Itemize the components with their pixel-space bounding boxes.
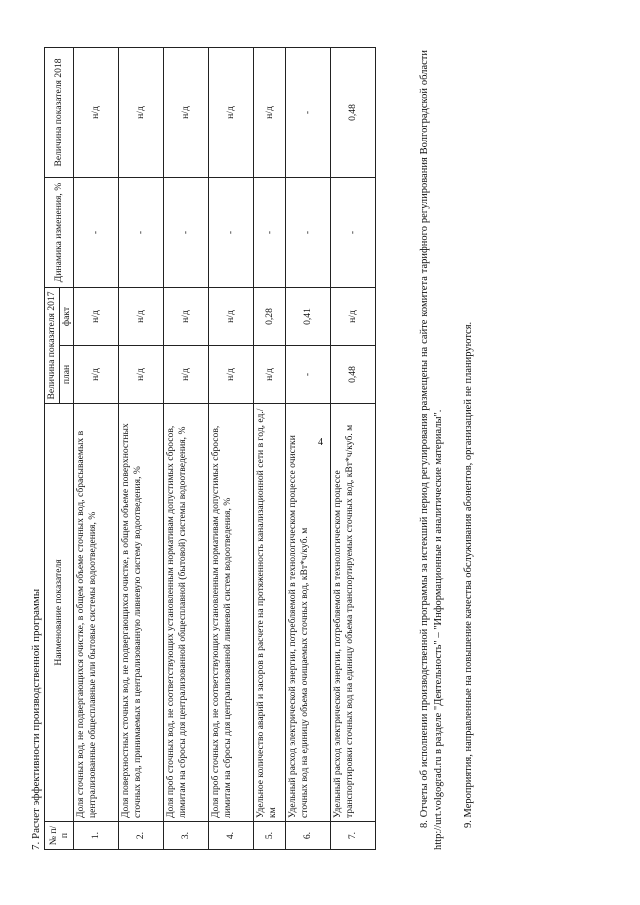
row-plan: н/д: [209, 346, 254, 404]
row-name: Доля поверхностных сточных вод, не подвергающихся очистке, в общем объеме поверхностных сточных вод, принимаемых в централизованную ливневую систему водоотведения, %: [119, 404, 164, 822]
rotated-page-content: [30, 48, 550, 858]
table-row: [286, 47, 331, 849]
row-fact: 0,41: [286, 287, 331, 345]
row-value-2018: н/д: [209, 47, 254, 177]
row-name: Доля сточных вод, не подвергающихся очистке, в общем объеме сточных вод, сбрасываемых в централизованные общесплавные или бытовые системы водоотведения, %: [74, 404, 119, 822]
row-fact: н/д: [74, 287, 119, 345]
row-dynamics: -: [286, 177, 331, 287]
row-name: Удельный расход электрической энергии, потребляемой в технологическом процессе транспортировки сточных вод на единицу объема транспортируемых сточных вод, кВт*ч/куб. м: [331, 404, 376, 822]
section-title: 7. Расчет эффективности производственной программы: [30, 588, 42, 850]
row-value-2018: н/д: [119, 47, 164, 177]
header-plan: план: [59, 346, 74, 404]
header-num: № п/п: [45, 822, 74, 850]
row-num: 4.: [209, 822, 254, 850]
row-plan: н/д: [164, 346, 209, 404]
row-num: 1.: [74, 822, 119, 850]
row-fact: н/д: [209, 287, 254, 345]
row-fact: н/д: [331, 287, 376, 345]
table-row: [119, 47, 164, 849]
table-row: [331, 47, 376, 849]
header-value-2017: Величина показателя 2017: [45, 287, 60, 403]
row-num: 5.: [254, 822, 286, 850]
row-value-2018: 0,48: [331, 47, 376, 177]
header-fact: факт: [59, 287, 74, 345]
row-plan: н/д: [119, 346, 164, 404]
table-row: [74, 47, 119, 849]
table-row: [209, 47, 254, 849]
row-value-2018: н/д: [74, 47, 119, 177]
table-row: [254, 47, 286, 849]
row-value-2018: н/д: [254, 47, 286, 177]
row-name: Доля проб сточных вод, не соответствующих установленным нормативам допустимых сбросов, лимитам на сбросы для централизованной общесплавной (бытовой) системы водоотведения, %: [164, 404, 209, 822]
row-fact: н/д: [164, 287, 209, 345]
row-dynamics: -: [164, 177, 209, 287]
row-fact: н/д: [119, 287, 164, 345]
row-fact: 0,28: [254, 287, 286, 345]
table-row: [164, 47, 209, 849]
row-dynamics: -: [331, 177, 376, 287]
header-dynamics: Динамика изменения, %: [45, 177, 74, 287]
row-value-2018: н/д: [164, 47, 209, 177]
header-name: Наименование показателя: [45, 404, 74, 822]
row-num: 6.: [286, 822, 331, 850]
row-num: 7.: [331, 822, 376, 850]
row-name: Удельный расход электрической энергии, потребляемой в технологическом процессе очистки сточных вод на единицу объема очищаемых сточных вод, кВт*ч/куб. м: [286, 404, 331, 822]
row-plan: 0,48: [331, 346, 376, 404]
efficiency-table: [44, 47, 376, 850]
row-plan: н/д: [254, 346, 286, 404]
table-header-row: [45, 47, 60, 849]
header-value-2018: Величина показателя 2018: [45, 47, 74, 177]
row-name: Удельное количество аварий и засоров в расчете на протяженность канализационной сети в год, ед./км: [254, 404, 286, 822]
row-plan: н/д: [74, 346, 119, 404]
row-value-2018: -: [286, 47, 331, 177]
row-num: 3.: [164, 822, 209, 850]
row-name: Доля проб сточных вод, не соответствующих установленным нормативам допустимых сбросов, лимитам на сбросы для централизованной ливневой систем водоотведения, %: [209, 404, 254, 822]
row-num: 2.: [119, 822, 164, 850]
page-number: 4: [318, 437, 323, 448]
row-dynamics: -: [209, 177, 254, 287]
row-plan: -: [286, 346, 331, 404]
row-dynamics: -: [119, 177, 164, 287]
note-9: 9. Мероприятия, направленные на повышение качества обслуживания абонентов, организацией не планируются.: [463, 321, 474, 828]
note-8: 8. Отчеты об исполнении производственной программы за истекший период регулирования размещены на сайте комитета тарифного регулирования Волгоградской области http://urt.volgograd.ru в разделе "Деятельность" – "Информационные и аналитические материалы".: [419, 50, 444, 850]
row-dynamics: -: [254, 177, 286, 287]
row-dynamics: -: [74, 177, 119, 287]
